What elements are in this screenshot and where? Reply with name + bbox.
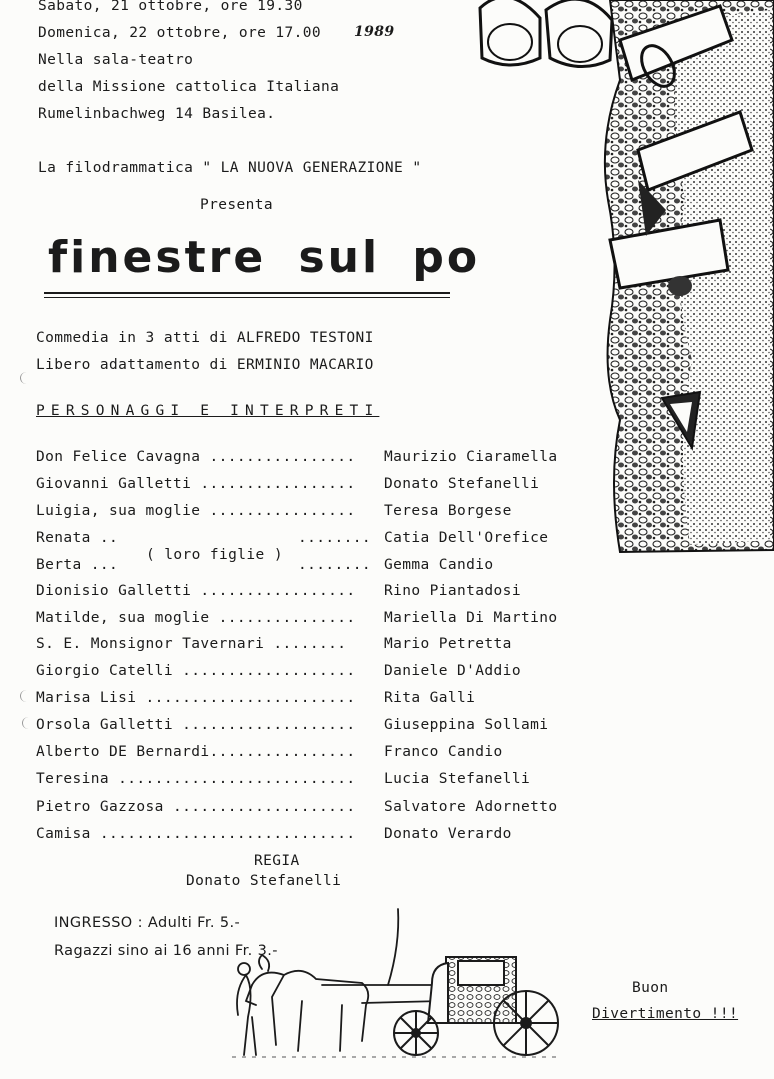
company-line: La filodrammatica " LA NUOVA GENERAZIONE ": [38, 160, 422, 176]
presents-label: Presenta: [200, 197, 274, 213]
cast-row: [36, 663, 596, 685]
actor-name: Donato Stefanelli: [384, 476, 540, 492]
actor-name: Daniele D'Addio: [384, 663, 521, 679]
date-line-sunday: Domenica, 22 ottobre, ore 17.00: [38, 25, 322, 41]
column-illustration: [470, 0, 774, 560]
pencil-mark: [20, 372, 33, 384]
role-name: Teresina ..........................: [36, 771, 356, 787]
role-name: Berta ...: [36, 557, 119, 573]
cast-row: [36, 717, 596, 739]
title-rule-top: [44, 292, 450, 294]
role-name: Luigia, sua moglie ................: [36, 503, 356, 519]
venue-line-2: della Missione cattolica Italiana: [38, 79, 340, 95]
role-name: Renata ..: [36, 530, 119, 546]
daughters-note: ( loro figlie ): [146, 547, 283, 563]
daughters-dots: ........: [298, 530, 372, 546]
cast-row: [36, 690, 596, 712]
actor-name: Donato Verardo: [384, 826, 512, 842]
date-line-saturday: Sabato, 21 ottobre, ore 19.30: [38, 0, 303, 14]
cast-row: [36, 799, 596, 821]
cast-row: [36, 636, 596, 658]
role-name: Matilde, sua moglie ...............: [36, 610, 356, 626]
actor-name: Rita Galli: [384, 690, 476, 706]
venue-address: Rumelinbachweg 14 Basilea.: [38, 106, 276, 122]
actor-name: Rino Piantadosi: [384, 583, 521, 599]
role-name: Alberto DE Bernardi................: [36, 744, 356, 760]
director-name: Donato Stefanelli: [186, 873, 342, 889]
daughters-dots: ........: [298, 557, 372, 573]
cast-row: [36, 744, 596, 766]
closing-line-1: Buon: [632, 980, 669, 996]
role-name: S. E. Monsignor Tavernari ........: [36, 636, 347, 652]
handwritten-year: 1989: [354, 24, 395, 40]
direction-label: REGIA: [254, 853, 300, 869]
role-name: Camisa ............................: [36, 826, 356, 842]
actor-name: Franco Candio: [384, 744, 503, 760]
role-name: Orsola Galletti ...................: [36, 717, 356, 733]
role-name: Pietro Gazzosa ....................: [36, 799, 356, 815]
actor-name: Catia Dell'Orefice: [384, 530, 549, 546]
role-name: Giovanni Galletti .................: [36, 476, 356, 492]
role-name: Don Felice Cavagna ................: [36, 449, 356, 465]
role-name: Dionisio Galletti .................: [36, 583, 356, 599]
cast-row: [36, 557, 596, 579]
pencil-mark: [20, 690, 33, 702]
actor-name: Maurizio Ciaramella: [384, 449, 558, 465]
actor-name: Gemma Candio: [384, 557, 494, 573]
cast-heading: PERSONAGGI E INTERPRETI: [36, 403, 380, 419]
ticket-kids: Ragazzi sino ai 16 anni Fr. 3.-: [54, 943, 278, 959]
actor-name: Teresa Borgese: [384, 503, 512, 519]
adaptation-credit: Libero adattamento di ERMINIO MACARIO: [36, 357, 374, 373]
pencil-mark: [22, 717, 35, 729]
actor-name: Lucia Stefanelli: [384, 771, 531, 787]
venue-line-1: Nella sala-teatro: [38, 52, 194, 68]
play-title: finestre sul po: [48, 232, 481, 283]
ticket-adults: INGRESSO : Adulti Fr. 5.-: [54, 915, 241, 931]
role-name: Giorgio Catelli ...................: [36, 663, 356, 679]
actor-name: Salvatore Adornetto: [384, 799, 558, 815]
author-credit: Commedia in 3 atti di ALFREDO TESTONI: [36, 330, 374, 346]
actor-name: Giuseppina Sollami: [384, 717, 549, 733]
role-name: Marisa Lisi .......................: [36, 690, 356, 706]
actor-name: Mariella Di Martino: [384, 610, 558, 626]
horse-carriage-illustration: [232, 905, 572, 1065]
cast-row: [36, 583, 596, 605]
cast-row: [36, 826, 596, 848]
cast-row: [36, 771, 596, 793]
closing-line-2: Divertimento !!!: [592, 1006, 739, 1022]
actor-name: Mario Petretta: [384, 636, 512, 652]
title-rule-bottom: [44, 297, 450, 298]
cast-row: [36, 610, 596, 632]
